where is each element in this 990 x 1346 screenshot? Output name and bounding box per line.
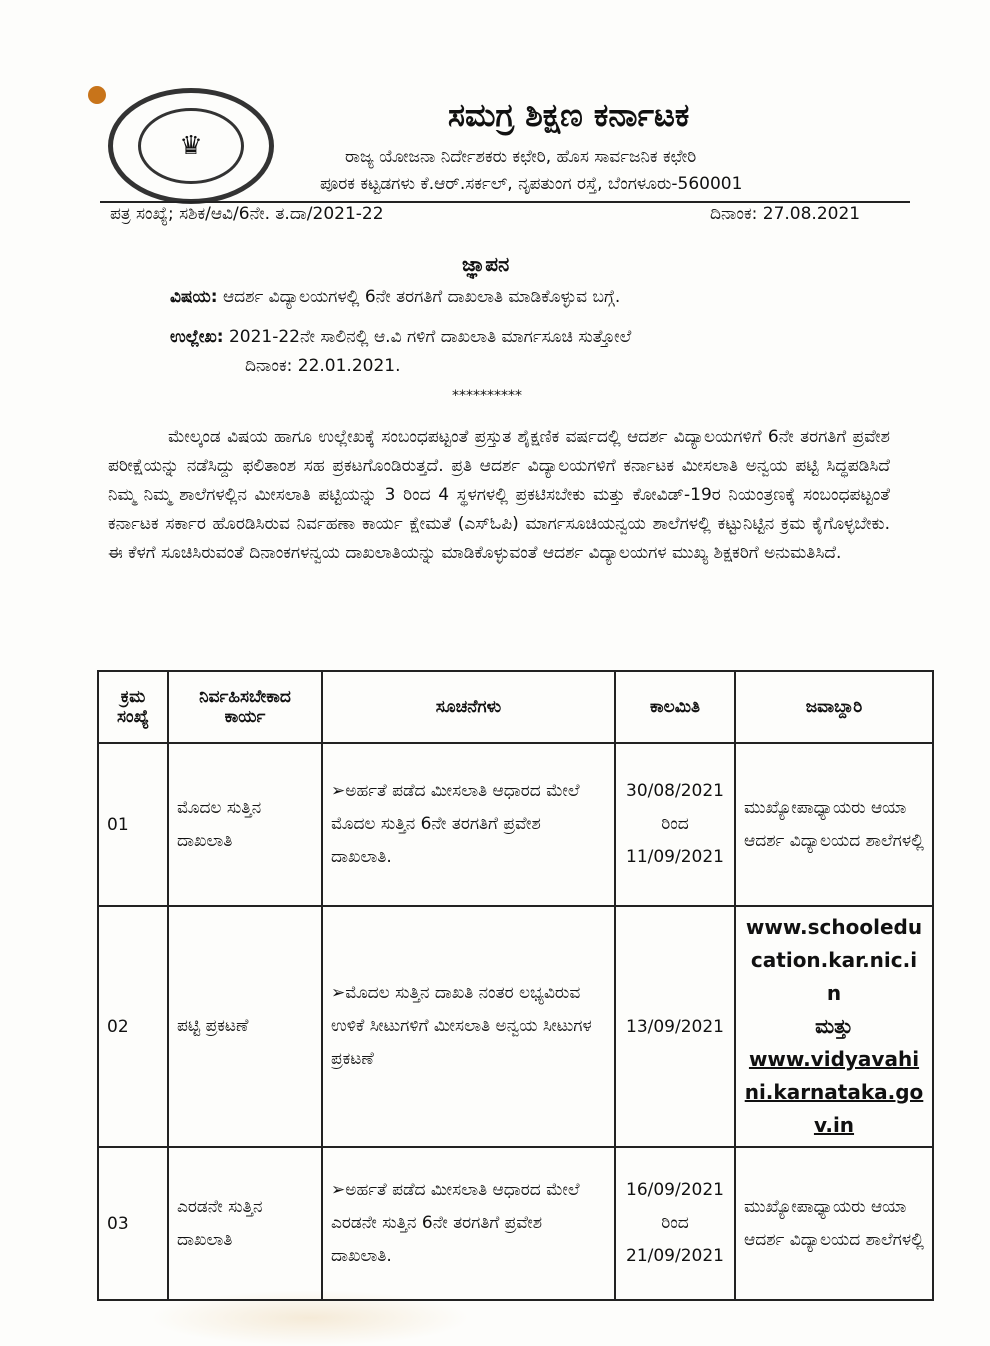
responsibility-cell: ಮುಖ್ಯೋಪಾಧ್ಯಾಯರು ಆಯಾ ಆದರ್ಶ ವಿದ್ಯಾಲಯದ ಶಾಲೆಗಳಲ್ಲಿ (735, 743, 933, 906)
address-line-2: ಪೂರಕ ಕಟ್ಟಡಗಳು ಕೆ.ಆರ್.ಸರ್ಕಲ್, ನೃಪತುಂಗ ರಸ್ತೆ, ಬೆಂಗಳೂರು-560001 (320, 174, 743, 194)
punch-hole-mark (88, 86, 106, 104)
reference-label: ಉಲ್ಲೇಖ: (170, 327, 224, 347)
instruction-cell: ➢ಮೊದಲ ಸುತ್ತಿನ ದಾಖತಿ ನಂತರ ಲಭ್ಯವಿರುವ ಉಳಿಕೆ ಸೀಟುಗಳಿಗೆ ಮೀಸಲಾತಿ ಅನ್ವಯ ಸೀಟುಗಳ ಪ್ರಕಟಣೆ (322, 906, 615, 1147)
subject-text: ಆದರ್ಶ ವಿದ್ಯಾಲಯಗಳಲ್ಲಿ 6ನೇ ತರಗತಿಗೆ ದಾಖಲಾತಿ ಮಾಡಿಕೊಳ್ಳುವ ಬಗ್ಗೆ. (222, 287, 621, 307)
body-paragraph: ಮೇಲ್ಕಂಡ ವಿಷಯ ಹಾಗೂ ಉಲ್ಲೇಖಕ್ಕೆ ಸಂಬಂಧಪಟ್ಟಂತೆ ಪ್ರಸ್ತುತ ಶೈಕ್ಷಣಿಕ ವರ್ಷದಲ್ಲಿ ಆದರ್ಶ ವಿದ್ಯಾಲಯಗಳಿಗೆ 6ನೇ ತರಗತಿಗೆ ಪ್ರವೇಶ ಪರೀಕ್ಷೆಯನ್ನು ನಡೆಸಿದ್ದು ಫಲಿತಾಂಶ ಸಹ ಪ್ರಕಟಗೊಂಡಿರುತ್ತದೆ. ಪ್ರತಿ ಆದರ್ಶ ವಿದ್ಯಾಲಯಗಳಿಗೆ ಕರ್ನಾಟಕ ಮೀಸಲಾತಿ ಅನ್ವಯ ಪಟ್ಟಿ ಸಿದ್ಧಪಡಿಸಿದೆ ನಿಮ್ಮ ನಿಮ್ಮ ಶಾಲೆಗಳಲ್ಲಿನ ಮೀಸಲಾತಿ ಪಟ್ಟಿಯನ್ನು 3 ರಿಂದ 4 ಸ್ಥಳಗಳಲ್ಲಿ ಪ್ರಕಟಿಸಬೇಕು ಮತ್ತು ಕೋವಿಡ್-19ರ ನಿಯಂತ್ರಣಕ್ಕೆ ಸಂಬಂಧಪಟ್ಟಂತೆ ಕರ್ನಾಟಕ ಸರ್ಕಾರ ಹೊರಡಿಸಿರುವ ನಿರ್ವಹಣಾ ಕಾರ್ಯ ಕ್ಷೇಮತೆ (ಎಸ್‌ಓಪಿ) ಮಾರ್ಗಸೂಚಿಯನ್ವಯ ಶಾಲೆಗಳಲ್ಲಿ ಕಟ್ಟುನಿಟ್ಟಿನ ಕ್ರಮ ಕೈಗೊಳ್ಳಬೇಕು. ಈ ಕೆಳಗೆ ಸೂಚಿಸಿರುವಂತೆ ದಿನಾಂಕಗಳನ್ವಯ ದಾಖಲಾತಿಯನ್ನು ಮಾಡಿಕೊಳ್ಳುವಂತೆ ಆದರ್ಶ ವಿದ್ಯಾಲಯಗಳ ಮುಖ್ಯ ಶಿಕ್ಷಕರಿಗೆ ಅನುಮತಿಸಿದೆ. (108, 427, 890, 563)
reference-text: 2021-22ನೇ ಸಾಲಿನಲ್ಲಿ ಆ.ವಿ ಗಳಿಗೆ ದಾಖಲಾತಿ ಮಾರ್ಗಸೂಚಿ ಸುತ್ತೋಲೆ (228, 327, 632, 347)
period-sep: ರಿಂದ (661, 814, 689, 834)
table-row (98, 743, 933, 906)
header-instructions: ಸೂಚನೆಗಳು (322, 671, 615, 743)
subject-label: ವಿಷಯ: (170, 287, 218, 307)
period-sep: ರಿಂದ (661, 1213, 689, 1233)
letter-date: ದಿನಾಂಕ: 27.08.2021 (710, 204, 861, 224)
header-responsibility: ಜವಾಬ್ದಾರಿ (735, 671, 933, 743)
responsibility-cell (735, 906, 933, 1147)
period-from: 16/09/2021 (626, 1180, 724, 1200)
serial-cell: 02 (98, 906, 168, 1147)
task-cell: ಎರಡನೇ ಸುತ್ತಿನ ದಾಖಲಾತಿ (168, 1147, 322, 1300)
instruction-cell: ➢ಅರ್ಹತೆ ಪಡೆದ ಮೀಸಲಾತಿ ಆಧಾರದ ಮೇಲೆ ಎರಡನೇ ಸುತ್ತಿನ 6ನೇ ತರಗತಿಗೆ ಪ್ರವೇಶ ದಾಖಲಾತಿ. (322, 1147, 615, 1300)
header-serial: ಕ್ರಮ ಸಂಖ್ಯೆ (98, 671, 168, 743)
schooleducation-link[interactable]: www.schooleducation.kar.nic.in (745, 915, 923, 1005)
responsibility-cell: ಮುಖ್ಯೋಪಾಧ್ಯಾಯರು ಆಯಾ ಆದರ್ಶ ವಿದ್ಯಾಲಯದ ಶಾಲೆಗಳಲ್ಲಿ (735, 1147, 933, 1300)
serial-cell: 01 (98, 743, 168, 906)
table-row (98, 1147, 933, 1300)
serial-cell: 03 (98, 1147, 168, 1300)
karnataka-emblem-seal (108, 88, 274, 204)
task-cell: ಪಟ್ಟಿ ಪ್ರಕಟಣೆ (168, 906, 322, 1147)
reference-date: ದಿನಾಂಕ: 22.01.2021. (245, 356, 401, 376)
link-separator: ಮತ್ತು (815, 1014, 853, 1038)
header-task: ನಿರ್ವಹಿಸಬೇಕಾದ ಕಾರ್ಯ (168, 671, 322, 743)
separator: ********** (452, 388, 522, 404)
period-cell (615, 743, 735, 906)
reference-number: ಪತ್ರ ಸಂಖ್ಯೆ; ಸಶಿಕ/ಆವಿ/6ನೇ. ತ.ದಾ/2021-22 (110, 204, 384, 224)
table-row (98, 906, 933, 1147)
vidyavahini-link[interactable]: www.vidyavahini.karnataka.gov.in (744, 1047, 924, 1137)
task-cell: ಮೊದಲ ಸುತ್ತಿನ ದಾಖಲಾತಿ (168, 743, 322, 906)
emblem-icon: ♛ (138, 108, 244, 184)
admission-schedule-table (97, 670, 934, 1301)
organization-title: ಸಮಗ್ರ ಶಿಕ್ಷಣ ಕರ್ನಾಟಕ (448, 96, 690, 134)
instruction-cell: ➢ಅರ್ಹತೆ ಪಡೆದ ಮೀಸಲಾತಿ ಆಧಾರದ ಮೇಲೆ ಮೊದಲ ಸುತ್ತಿನ 6ನೇ ತರಗತಿಗೆ ಪ್ರವೇಶ ದಾಖಲಾತಿ. (322, 743, 615, 906)
period-cell (615, 1147, 735, 1300)
period-from: 30/08/2021 (626, 781, 724, 801)
table-header-row (98, 671, 933, 743)
header-divider (100, 201, 910, 203)
address-line-1: ರಾಜ್ಯ ಯೋಜನಾ ನಿರ್ದೇಶಕರು ಕಛೇರಿ, ಹೊಸ ಸಾರ್ವಜನಿಕ ಕಛೇರಿ (345, 147, 697, 167)
period-to: 11/09/2021 (626, 847, 724, 867)
header-time-limit: ಕಾಲಮಿತಿ (615, 671, 735, 743)
period-cell: 13/09/2021 (615, 906, 735, 1147)
period-to: 21/09/2021 (626, 1246, 724, 1266)
document-title: ಜ್ಞಾಪನ (462, 252, 510, 276)
